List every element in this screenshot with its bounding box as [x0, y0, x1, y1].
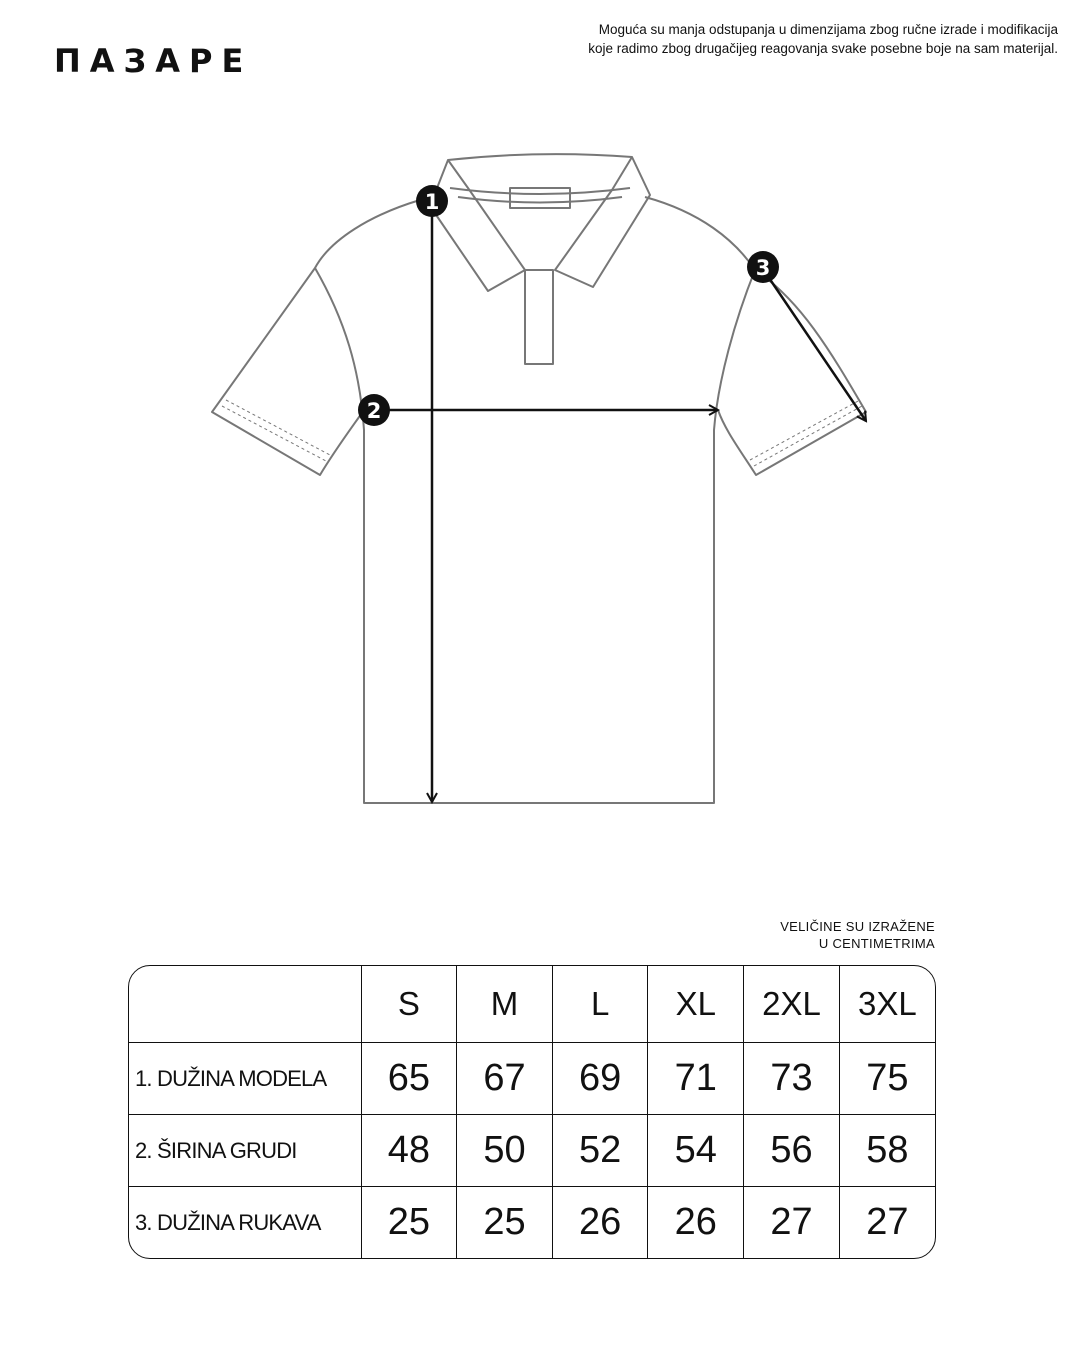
size-header: S	[361, 966, 457, 1043]
table-cell: 48	[361, 1115, 457, 1187]
table-cell: 73	[744, 1043, 840, 1115]
row-label: 3. DUŽINA RUKAVA	[129, 1187, 361, 1258]
table-cell: 75	[839, 1043, 935, 1115]
corner-cell	[129, 966, 361, 1043]
shirt-body	[315, 197, 755, 803]
size-header: 2XL	[744, 966, 840, 1043]
marker-3	[747, 251, 779, 283]
size-header: L	[552, 966, 648, 1043]
units-note-line-1: VELIČINE SU IZRAŽENE	[780, 919, 935, 934]
table-cell: 69	[552, 1043, 648, 1115]
size-header: 3XL	[839, 966, 935, 1043]
table-row-chest-width	[129, 1115, 935, 1187]
collar-right-flap	[555, 157, 650, 287]
table-cell: 58	[839, 1115, 935, 1187]
table-cell: 27	[839, 1187, 935, 1258]
table-cell: 26	[648, 1187, 744, 1258]
left-sleeve	[212, 268, 364, 475]
polo-shirt-measurement-diagram	[0, 120, 1080, 820]
size-header: M	[457, 966, 553, 1043]
brand-logo: ПАЗАРЕ	[54, 42, 253, 80]
table-cell: 52	[552, 1115, 648, 1187]
table-cell: 50	[457, 1115, 553, 1187]
marker-1	[416, 185, 448, 217]
size-chart	[128, 965, 936, 1259]
marker-2	[358, 394, 390, 426]
measurement-arrows	[378, 205, 866, 802]
table-cell: 67	[457, 1043, 553, 1115]
size-header-row	[129, 966, 935, 1043]
disclaimer-line-2: koje radimo zbog drugačijeg reagovanja svake posebne boje na sam materijal.	[588, 41, 1058, 56]
sleeve-length-arrow	[765, 272, 866, 421]
row-label: 1. DUŽINA MODELA	[129, 1043, 361, 1115]
table-cell: 54	[648, 1115, 744, 1187]
units-note	[780, 918, 935, 952]
row-label: 2. ŠIRINA GRUDI	[129, 1115, 361, 1187]
placket	[525, 270, 553, 364]
svg-text:3: 3	[755, 256, 771, 280]
polo-shirt-outline	[212, 154, 866, 803]
table-cell: 56	[744, 1115, 840, 1187]
table-cell: 71	[648, 1043, 744, 1115]
collar-left-flap	[430, 160, 525, 291]
table-cell: 27	[744, 1187, 840, 1258]
disclaimer-note	[498, 20, 1058, 58]
table-cell: 25	[457, 1187, 553, 1258]
svg-text:2: 2	[366, 399, 382, 423]
size-table	[129, 966, 935, 1258]
table-row-length	[129, 1043, 935, 1115]
table-cell: 26	[552, 1187, 648, 1258]
disclaimer-line-1: Moguća su manja odstupanja u dimenzijama zbog ručne izrade i modifikacija	[598, 22, 1058, 37]
table-cell: 65	[361, 1043, 457, 1115]
size-header: XL	[648, 966, 744, 1043]
table-cell: 25	[361, 1187, 457, 1258]
svg-text:1: 1	[424, 190, 440, 214]
collar-label	[510, 188, 570, 208]
right-sleeve	[718, 270, 866, 475]
table-row-sleeve-length	[129, 1187, 935, 1258]
units-note-line-2: U CENTIMETRIMA	[818, 936, 935, 951]
